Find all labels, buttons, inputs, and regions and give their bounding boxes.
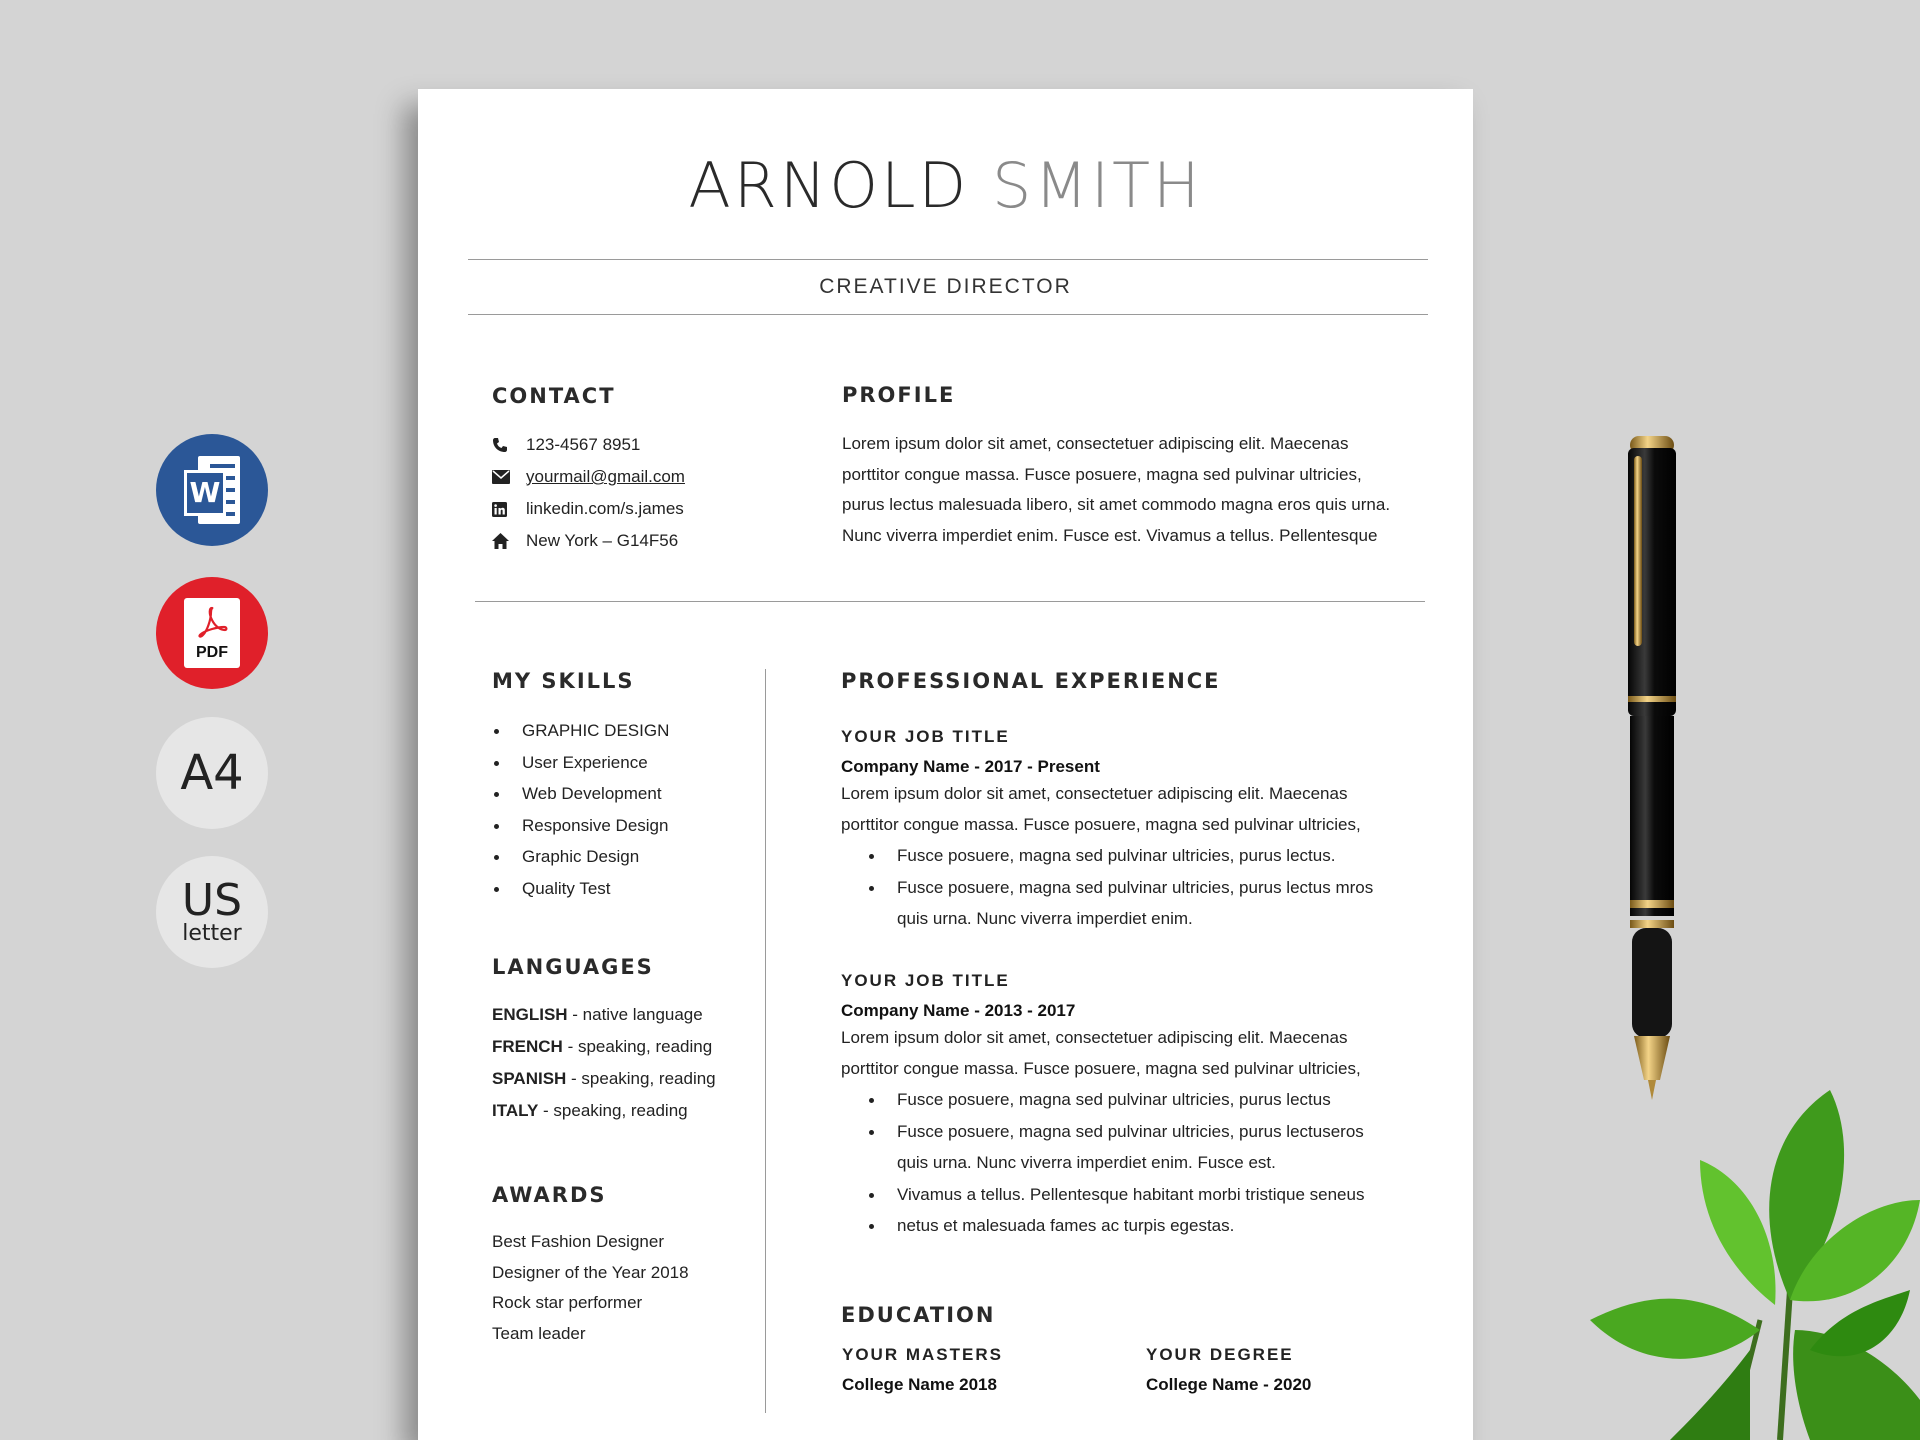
- job-entry-bullets: [867, 840, 1387, 935]
- job-entry-line: porttitor congue massa. Fusce posuere, magna sed pulvinar ultricies,: [841, 814, 1361, 834]
- language-name: FRENCH: [492, 1037, 563, 1056]
- education-degree: YOUR MASTERS: [842, 1345, 1003, 1364]
- education-item: [842, 1345, 1003, 1395]
- contact-phone: [492, 429, 685, 461]
- education-degree: YOUR DEGREE: [1146, 1345, 1294, 1364]
- job-entry-title: YOUR JOB TITLE: [841, 727, 1010, 746]
- award-item: Team leader: [492, 1323, 586, 1343]
- education-college: College Name 2018: [842, 1375, 997, 1394]
- job-entry-company: Company Name - 2013 - 2017: [841, 1001, 1076, 1020]
- education-heading: EDUCATION: [841, 1303, 996, 1327]
- job-entry-title: YOUR JOB TITLE: [841, 971, 1010, 990]
- a4-format-badge: [156, 717, 268, 829]
- job-entry-company: Company Name - 2017 - Present: [841, 757, 1100, 776]
- contact-heading: CONTACT: [492, 384, 616, 408]
- pen-icon: [1620, 430, 1690, 1100]
- language-level: - speaking, reading: [562, 1037, 713, 1056]
- job-entry: [841, 727, 1441, 935]
- skill-item: GRAPHIC DESIGN: [492, 715, 669, 747]
- acrobat-icon: [196, 606, 228, 638]
- award-item: Designer of the Year 2018: [492, 1262, 689, 1282]
- languages-heading: LANGUAGES: [492, 955, 654, 979]
- education-item: [1146, 1345, 1311, 1395]
- language-item: [492, 1031, 716, 1063]
- linkedin-url: linkedin.com/s.james: [526, 499, 684, 518]
- profile-line: Lorem ipsum dolor sit amet, consectetuer adipiscing elit. Maecenas: [842, 434, 1349, 453]
- pdf-label: PDF: [196, 644, 228, 661]
- column-divider: [765, 669, 766, 1413]
- language-name: SPANISH: [492, 1069, 567, 1088]
- language-item: [492, 999, 716, 1031]
- a4-label: A4: [180, 745, 244, 801]
- last-name: SMITH: [992, 149, 1203, 222]
- awards-heading: AWARDS: [492, 1183, 607, 1207]
- profile-heading: PROFILE: [842, 383, 956, 407]
- profile-text: [842, 429, 1442, 551]
- awards-list: [492, 1227, 689, 1349]
- phone-icon: [492, 437, 526, 453]
- languages-list: [492, 999, 716, 1127]
- education-college: College Name - 2020: [1146, 1375, 1312, 1394]
- job-bullet: Fusce posuere, magna sed pulvinar ultricies, purus lectus.: [867, 840, 1387, 872]
- job-title: CREATIVE DIRECTOR: [819, 275, 1072, 298]
- contact-email: [492, 461, 685, 493]
- linkedin-icon: [492, 502, 526, 517]
- skills-list: [492, 715, 669, 904]
- job-entry: [841, 971, 1441, 1242]
- skill-item: Quality Test: [492, 873, 669, 905]
- award-item: Rock star performer: [492, 1293, 643, 1312]
- candidate-name: [418, 149, 1473, 222]
- language-level: - speaking, reading: [538, 1101, 688, 1120]
- skill-item: Web Development: [492, 778, 669, 810]
- divider: [468, 259, 1428, 260]
- contact-linkedin: [492, 493, 685, 525]
- phone-number: 123-4567 8951: [526, 435, 641, 454]
- skill-item: Responsive Design: [492, 810, 669, 842]
- profile-line: porttitor congue massa. Fusce posuere, magna sed pulvinar ultricies,: [842, 464, 1362, 484]
- us-label: US: [181, 875, 243, 926]
- word-icon: [184, 456, 240, 524]
- job-entry-line: porttitor congue massa. Fusce posuere, magna sed pulvinar ultricies,: [841, 1058, 1361, 1078]
- divider: [475, 601, 1425, 602]
- job-bullet: Fusce posuere, magna sed pulvinar ultricies, purus lectus mros quis urna. Nunc viverra imperdiet enim.: [867, 872, 1387, 935]
- address-text: New York – G14F56: [526, 531, 679, 550]
- skills-heading: MY SKILLS: [492, 669, 635, 693]
- us-letter-format-badge: [156, 856, 268, 968]
- job-entry-line: Lorem ipsum dolor sit amet, consectetuer adipiscing elit. Maecenas: [841, 1028, 1348, 1047]
- job-bullet: Vivamus a tellus. Pellentesque habitant morbi tristique seneus: [867, 1179, 1387, 1211]
- job-bullet: Fusce posuere, magna sed pulvinar ultricies, purus lectuseros quis urna. Nunc viverra imperdiet enim. Fusce est.: [867, 1116, 1387, 1179]
- experience-heading: PROFESSIONAL EXPERIENCE: [841, 669, 1221, 693]
- language-name: ITALY: [492, 1101, 539, 1120]
- job-entry-line: Lorem ipsum dolor sit amet, consectetuer adipiscing elit. Maecenas: [841, 784, 1348, 803]
- skill-item: User Experience: [492, 747, 669, 779]
- language-level: - speaking, reading: [566, 1069, 716, 1088]
- first-name: ARNOLD: [688, 149, 970, 222]
- divider: [468, 314, 1428, 315]
- award-item: Best Fashion Designer: [492, 1232, 664, 1251]
- word-icon-letter: W: [184, 470, 226, 516]
- language-item: [492, 1063, 716, 1095]
- skill-item: Graphic Design: [492, 841, 669, 873]
- job-entry-bullets: [867, 1084, 1387, 1242]
- job-bullet: netus et malesuada fames ac turpis egestas.: [867, 1210, 1387, 1242]
- profile-line: purus lectus malesuada libero, sit amet commodo magna eros quis urna.: [842, 495, 1391, 514]
- email-link[interactable]: yourmail@gmail.com: [526, 467, 685, 486]
- resume-page: [418, 89, 1473, 1440]
- profile-line: Nunc viverra imperdiet enim. Fusce est. Vivamus a tellus. Pellentesque: [842, 525, 1378, 545]
- language-item: [492, 1095, 716, 1127]
- pdf-icon: [184, 598, 240, 668]
- language-level: - native language: [567, 1005, 703, 1024]
- envelope-icon: [492, 470, 526, 484]
- contact-address: [492, 525, 685, 557]
- home-icon: [492, 533, 526, 549]
- plant-icon: [1580, 1090, 1920, 1440]
- letter-label: letter: [182, 921, 242, 946]
- language-name: ENGLISH: [492, 1005, 568, 1024]
- contact-list: [492, 429, 685, 557]
- pdf-format-badge: [156, 577, 268, 689]
- word-format-badge: [156, 434, 268, 546]
- job-bullet: Fusce posuere, magna sed pulvinar ultricies, purus lectus: [867, 1084, 1387, 1116]
